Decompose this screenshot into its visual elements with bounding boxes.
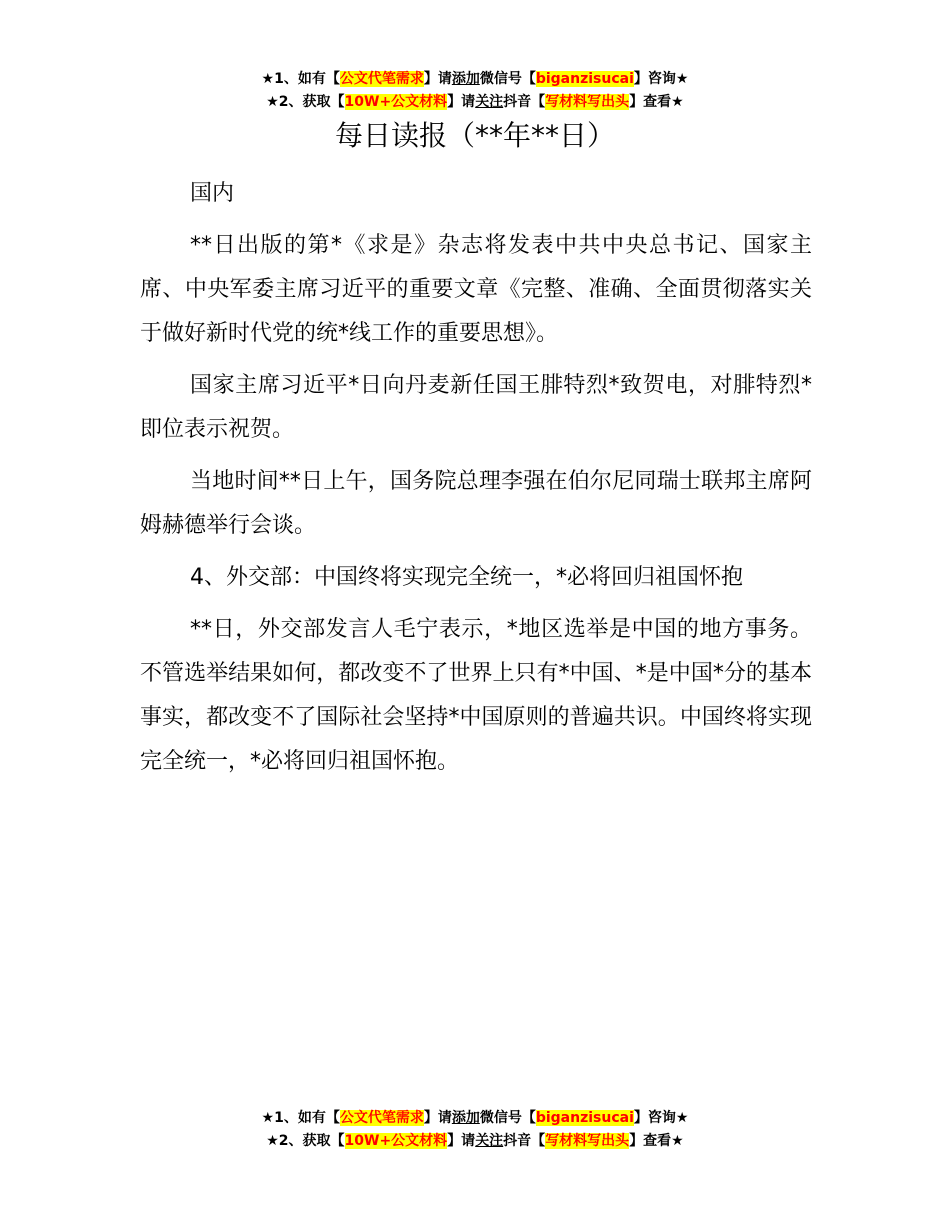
paragraph-heading: 4、外交部：中国终将实现完全统一，*必将回归祖国怀抱 bbox=[190, 565, 743, 590]
paragraph: 当地时间**日上午，国务院总理李强在伯尔尼同瑞士联邦主席阿姆赫德举行会谈。 bbox=[140, 469, 812, 538]
banner-highlight: 公文代笔需求 bbox=[339, 1110, 424, 1126]
section-heading: 国内 bbox=[190, 181, 235, 206]
paragraph: **日，外交部发言人毛宁表示，*地区选举是中国的地方事务。不管选举结果如何，都改变不了世界上只有*中国、*是中国*分的基本事实，都改变不了国际社会坚持*中国原则的普遍共识。中国终将实现完全统一，*必将回归祖国怀抱。 bbox=[140, 617, 812, 774]
document-title: 每日读报（**年**日） bbox=[334, 119, 615, 152]
banner-highlight: 10W+公文材料 bbox=[344, 1133, 448, 1149]
banner-highlight: biganzisucai bbox=[535, 71, 634, 87]
header-banner bbox=[0, 68, 950, 114]
banner-highlight: 写材料写出头 bbox=[545, 1133, 630, 1149]
paragraph: **日出版的第*《求是》杂志将发表中共中央总书记、国家主席、中央军委主席习近平的重要文章《完整、准确、全面贯彻落实关于做好新时代党的统*线工作的重要思想》。 bbox=[140, 233, 812, 346]
banner-highlight: 公文代笔需求 bbox=[339, 71, 424, 87]
banner-line-2: ★2、获取【10W+公文材料】请关注抖音【写材料写出头】查看★ bbox=[266, 94, 684, 110]
paragraph: 国家主席习近平*日向丹麦新任国王腓特烈*致贺电，对腓特烈*即位表示祝贺。 bbox=[140, 373, 812, 442]
footer-banner bbox=[0, 1107, 950, 1153]
document-body bbox=[140, 172, 812, 792]
banner-highlight: 10W+公文材料 bbox=[344, 94, 448, 110]
banner-highlight: 写材料写出头 bbox=[545, 94, 630, 110]
banner-highlight: biganzisucai bbox=[535, 1110, 634, 1126]
banner-line-1: ★1、如有【公文代笔需求】请添加微信号【biganzisucai】咨询★ bbox=[261, 1110, 689, 1126]
banner-line-1: ★1、如有【公文代笔需求】请添加微信号【biganzisucai】咨询★ bbox=[261, 71, 689, 87]
banner-line-2: ★2、获取【10W+公文材料】请关注抖音【写材料写出头】查看★ bbox=[266, 1133, 684, 1149]
